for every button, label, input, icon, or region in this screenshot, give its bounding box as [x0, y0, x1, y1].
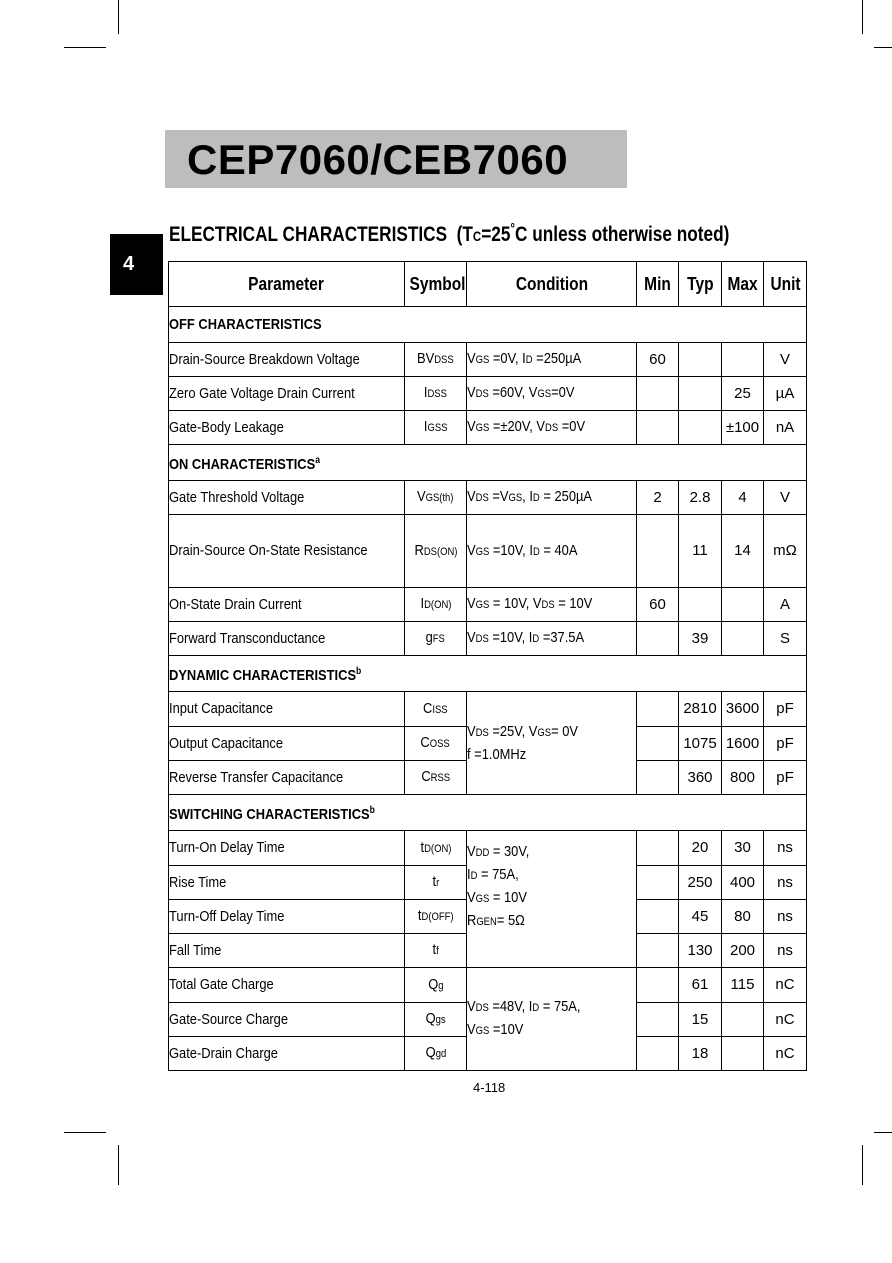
- typ-cell: 130: [679, 934, 722, 968]
- symbol-cell: Qgs: [405, 1003, 467, 1037]
- header-condition: Condition: [467, 262, 637, 307]
- unit-cell: pF: [764, 692, 807, 727]
- condition-cell: VGS = 10V, VDS = 10V: [467, 588, 637, 622]
- condition-cell: VGS =10V, ID = 40A: [467, 515, 637, 588]
- condition-cell: VDS =10V, ID =37.5A: [467, 622, 637, 656]
- symbol-cell: CISS: [405, 692, 467, 727]
- crop-mark: [64, 1132, 106, 1133]
- typ-cell: 45: [679, 900, 722, 934]
- min-cell: [637, 692, 679, 727]
- section-row: [169, 795, 807, 831]
- symbol-cell: tr: [405, 866, 467, 900]
- param-cell: Gate-Body Leakage: [169, 411, 405, 445]
- min-cell: [637, 377, 679, 411]
- typ-cell: 15: [679, 1003, 722, 1037]
- unit-cell: nC: [764, 1037, 807, 1071]
- typ-cell: 2.8: [679, 481, 722, 515]
- electrical-characteristics-table: [168, 261, 807, 1071]
- unit-cell: µA: [764, 377, 807, 411]
- symbol-cell: VGS(th): [405, 481, 467, 515]
- unit-cell: ns: [764, 866, 807, 900]
- section-switching: SWITCHING CHARACTERISTICS$^b$: [169, 795, 807, 831]
- condition-group-dynamic: VDS =25V, VGS= 0V f =1.0MHz: [467, 692, 637, 795]
- param-cell: Rise Time: [169, 866, 405, 900]
- header-parameter: Parameter: [169, 262, 405, 307]
- section-row: [169, 656, 807, 692]
- typ-cell: 20: [679, 831, 722, 866]
- typ-cell: 2810: [679, 692, 722, 727]
- unit-cell: ns: [764, 831, 807, 866]
- typ-cell: 1075: [679, 727, 722, 761]
- heading-condition: (T: [456, 223, 473, 246]
- unit-cell: A: [764, 588, 807, 622]
- header-unit: Unit: [764, 262, 807, 307]
- max-cell: 14: [722, 515, 764, 588]
- symbol-cell: CRSS: [405, 761, 467, 795]
- typ-cell: [679, 377, 722, 411]
- table-row: [169, 481, 807, 515]
- condition-group-charge: VDS =48V, ID = 75A, VGS =10V: [467, 968, 637, 1071]
- param-cell: Zero Gate Voltage Drain Current: [169, 377, 405, 411]
- max-cell: [722, 622, 764, 656]
- table-row: [169, 831, 807, 866]
- typ-cell: 360: [679, 761, 722, 795]
- typ-cell: 61: [679, 968, 722, 1003]
- unit-cell: ns: [764, 900, 807, 934]
- unit-cell: nC: [764, 968, 807, 1003]
- symbol-cell: tf: [405, 934, 467, 968]
- crop-mark: [118, 1145, 119, 1185]
- chapter-tab: [110, 234, 163, 295]
- param-cell: Reverse Transfer Capacitance: [169, 761, 405, 795]
- condition-cell: VDS =60V, VGS=0V: [467, 377, 637, 411]
- unit-cell: nC: [764, 1003, 807, 1037]
- symbol-cell: ID(ON): [405, 588, 467, 622]
- typ-cell: [679, 343, 722, 377]
- condition-cell: VDS =VGS, ID = 250µA: [467, 481, 637, 515]
- header-symbol: Symbol: [405, 262, 467, 307]
- unit-cell: mΩ: [764, 515, 807, 588]
- table-row: [169, 515, 807, 588]
- param-cell: Fall Time: [169, 934, 405, 968]
- min-cell: [637, 1003, 679, 1037]
- max-cell: 115: [722, 968, 764, 1003]
- crop-mark: [862, 1145, 863, 1185]
- section-row: [169, 307, 807, 343]
- min-cell: [637, 866, 679, 900]
- unit-cell: S: [764, 622, 807, 656]
- typ-cell: [679, 588, 722, 622]
- param-cell: Drain-Source Breakdown Voltage: [169, 343, 405, 377]
- min-cell: [637, 761, 679, 795]
- unit-cell: V: [764, 343, 807, 377]
- table-row: [169, 343, 807, 377]
- min-cell: [637, 515, 679, 588]
- symbol-cell: IGSS: [405, 411, 467, 445]
- symbol-cell: RDS(ON): [405, 515, 467, 588]
- title-band: [165, 130, 627, 188]
- table-row: [169, 377, 807, 411]
- max-cell: ±100: [722, 411, 764, 445]
- max-cell: [722, 588, 764, 622]
- symbol-cell: Qg: [405, 968, 467, 1003]
- typ-cell: 18: [679, 1037, 722, 1071]
- symbol-cell: BVDSS: [405, 343, 467, 377]
- unit-cell: pF: [764, 727, 807, 761]
- param-cell: Drain-Source On-State Resistance: [169, 515, 405, 588]
- header-min: Min: [637, 262, 679, 307]
- heading-condition-post: C unless otherwise noted): [515, 223, 730, 246]
- typ-cell: 11: [679, 515, 722, 588]
- header-typ: Typ: [679, 262, 722, 307]
- heading-condition-eq: =25: [481, 223, 511, 246]
- max-cell: [722, 343, 764, 377]
- min-cell: [637, 934, 679, 968]
- max-cell: 4: [722, 481, 764, 515]
- symbol-cell: Qgd: [405, 1037, 467, 1071]
- param-cell: Turn-Off Delay Time: [169, 900, 405, 934]
- condition-cell: VGS =±20V, VDS =0V: [467, 411, 637, 445]
- page-title: CEP7060/CEB7060: [187, 136, 569, 183]
- unit-cell: nA: [764, 411, 807, 445]
- min-cell: [637, 900, 679, 934]
- max-cell: 200: [722, 934, 764, 968]
- min-cell: [637, 727, 679, 761]
- max-cell: 800: [722, 761, 764, 795]
- max-cell: 80: [722, 900, 764, 934]
- typ-cell: 250: [679, 866, 722, 900]
- page-number: 4-118: [473, 1080, 506, 1095]
- table-row: [169, 968, 807, 1003]
- crop-mark: [118, 0, 119, 34]
- section-row: [169, 445, 807, 481]
- min-cell: [637, 411, 679, 445]
- section-heading: [169, 220, 730, 247]
- table-row: [169, 692, 807, 727]
- param-cell: Input Capacitance: [169, 692, 405, 727]
- unit-cell: V: [764, 481, 807, 515]
- heading-condition-sub: C: [472, 228, 482, 244]
- symbol-cell: IDSS: [405, 377, 467, 411]
- param-cell: On-State Drain Current: [169, 588, 405, 622]
- min-cell: [637, 1037, 679, 1071]
- max-cell: 1600: [722, 727, 764, 761]
- min-cell: 60: [637, 343, 679, 377]
- max-cell: 25: [722, 377, 764, 411]
- min-cell: 60: [637, 588, 679, 622]
- heading-text: ELECTRICAL CHARACTERISTICS: [169, 223, 448, 246]
- param-cell: Gate-Drain Charge: [169, 1037, 405, 1071]
- max-cell: [722, 1037, 764, 1071]
- condition-cell: VGS =0V, ID =250µA: [467, 343, 637, 377]
- min-cell: 2: [637, 481, 679, 515]
- param-cell: Total Gate Charge: [169, 968, 405, 1003]
- unit-cell: ns: [764, 934, 807, 968]
- section-dynamic: DYNAMIC CHARACTERISTICS$^b$: [169, 656, 807, 692]
- param-cell: Forward Transconductance: [169, 622, 405, 656]
- param-cell: Gate Threshold Voltage: [169, 481, 405, 515]
- typ-cell: [679, 411, 722, 445]
- chapter-number: 4: [123, 253, 135, 275]
- table-row: [169, 588, 807, 622]
- crop-mark: [862, 0, 863, 34]
- crop-mark: [64, 47, 106, 48]
- symbol-cell: COSS: [405, 727, 467, 761]
- crop-mark: [874, 1132, 892, 1133]
- min-cell: [637, 831, 679, 866]
- table-row: [169, 622, 807, 656]
- max-cell: 400: [722, 866, 764, 900]
- max-cell: 30: [722, 831, 764, 866]
- max-cell: 3600: [722, 692, 764, 727]
- max-cell: [722, 1003, 764, 1037]
- symbol-cell: tD(ON): [405, 831, 467, 866]
- min-cell: [637, 622, 679, 656]
- table-header-row: [169, 262, 807, 307]
- symbol-cell: tD(OFF): [405, 900, 467, 934]
- section-off: OFF CHARACTERISTICS: [169, 307, 807, 343]
- header-max: Max: [722, 262, 764, 307]
- min-cell: [637, 968, 679, 1003]
- param-cell: Gate-Source Charge: [169, 1003, 405, 1037]
- param-cell: Turn-On Delay Time: [169, 831, 405, 866]
- condition-group-switching: VDD = 30V, ID = 75A, VGS = 10V RGEN= 5Ω: [467, 831, 637, 968]
- typ-cell: 39: [679, 622, 722, 656]
- section-on: ON CHARACTERISTICS$^a$: [169, 445, 807, 481]
- crop-mark: [874, 47, 892, 48]
- unit-cell: pF: [764, 761, 807, 795]
- symbol-cell: gFS: [405, 622, 467, 656]
- degree-symbol: °: [510, 220, 516, 236]
- param-cell: Output Capacitance: [169, 727, 405, 761]
- table-row: [169, 411, 807, 445]
